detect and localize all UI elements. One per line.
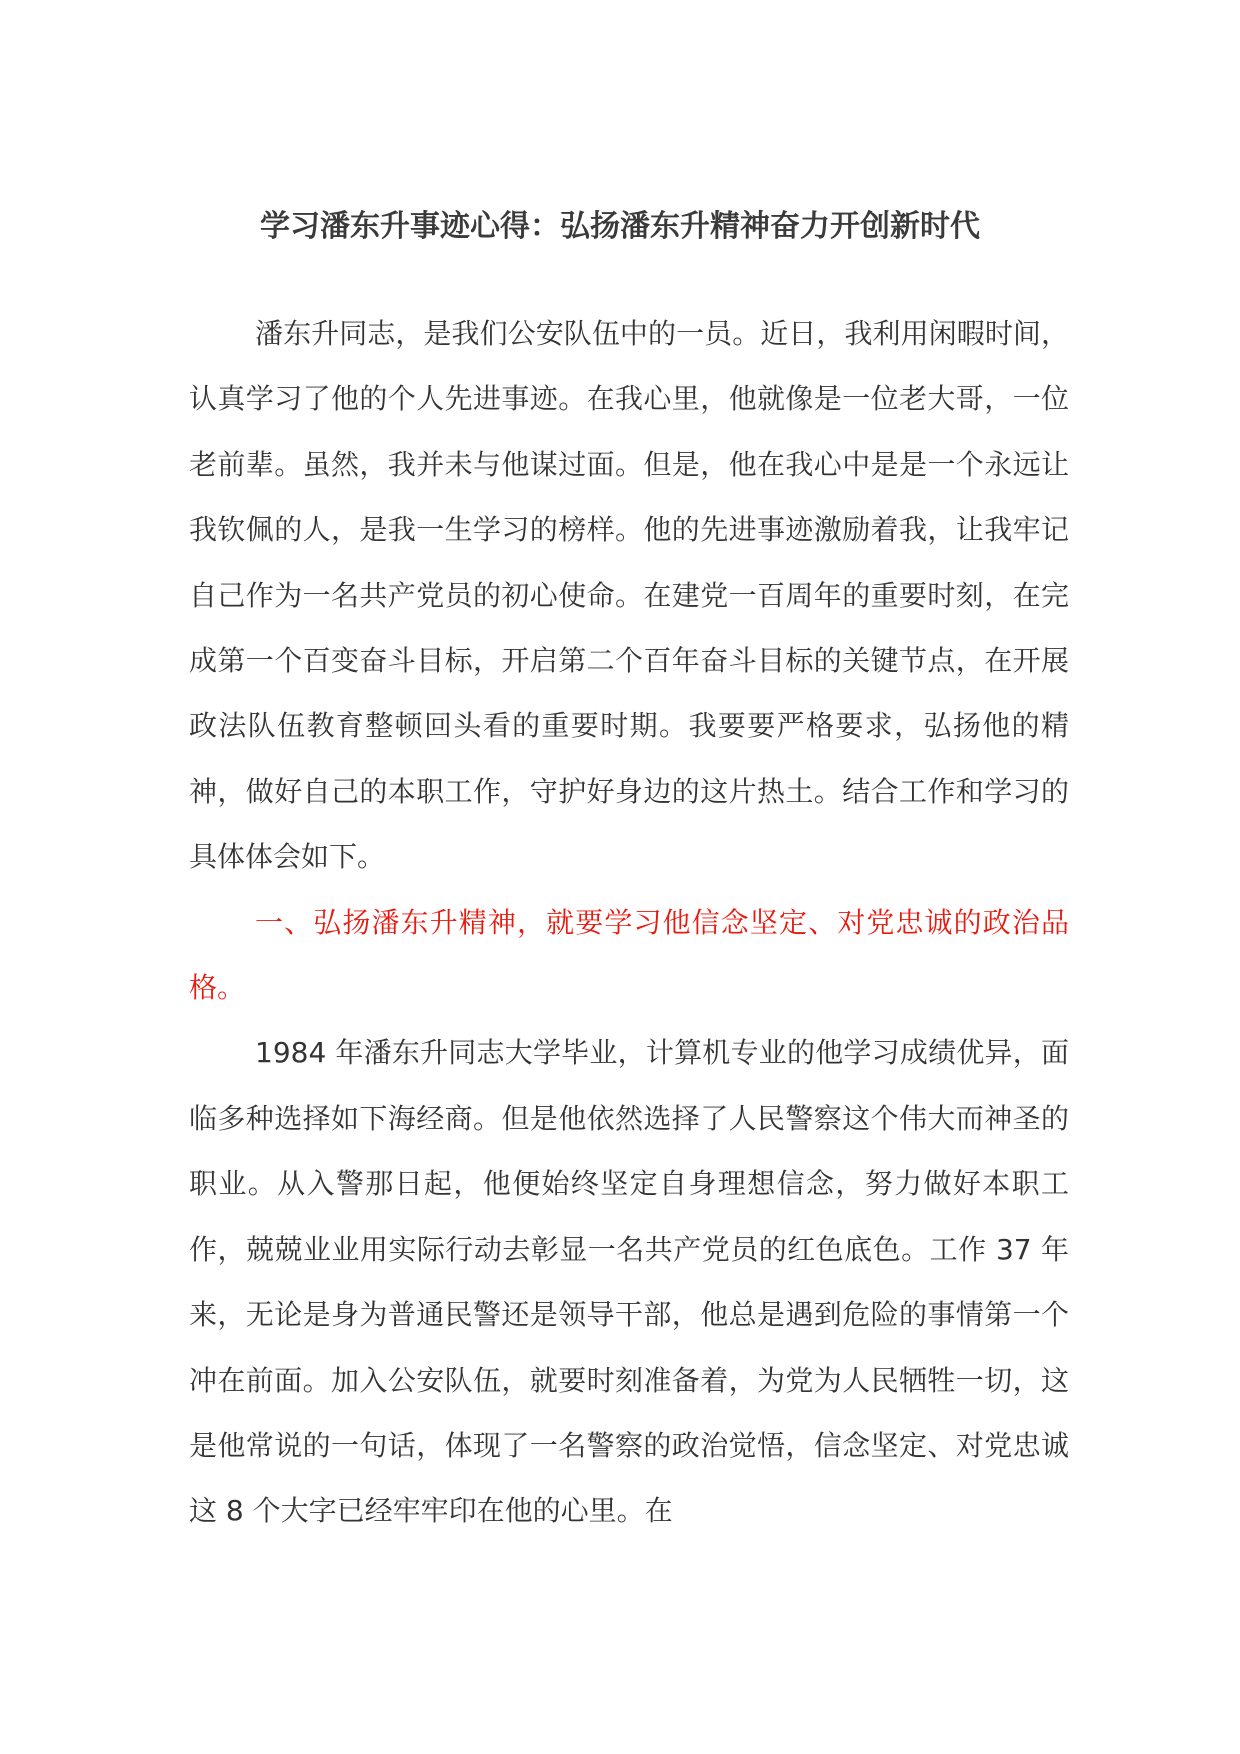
document-title: 学习潘东升事迹心得：弘扬潘东升精神奋力开创新时代 xyxy=(260,209,980,244)
paragraph-intro: 潘东升同志，是我们公安队伍中的一员。近日，我利用闲暇时间，认真学习了他的个人先进事迹。在我心里，他就像是一位老大哥，一位老前辈。虽然，我并未与他谋过面。但是，他在我心中是是一个永远让我钦佩的人，是我一生学习的榜样。他的先进事迹激励着我，让我牢记自己作为一名共产党员的初心使命。在建党一百周年的重要时刻，在完成第一个百变奋斗目标，开启第二个百年奋斗目标的关键节点，在开展政法队伍教育整顿回头看的重要时期。我要要严格要求，弘扬他的精神，做好自己的本职工作，守护好身边的这片热土。结合工作和学习的具体体会如下。 xyxy=(189,317,1069,874)
document-body xyxy=(189,301,1069,1544)
section-heading-1: 一、弘扬潘东升精神，就要学习他信念坚定、对党忠诚的政治品格。 xyxy=(189,905,1069,1005)
paragraph-section-1: 1984 年潘东升同志大学毕业，计算机专业的他学习成绩优异，面临多种选择如下海经商。但是他依然选择了人民警察这个伟大而神圣的职业。从入警那日起，他便始终坚定自身理想信念，努力做好本职工作，兢兢业业用实际行动去彰显一名共产党员的红色底色。工作 37 年来，无论是身为普通民警还是领导干部，他总是遇到危险的事情第一个冲在前面。加入公安队伍，就要时刻准备着，为党为人民牺牲一切，这是他常说的一句话，体现了一名警察的政治觉悟，信念坚定、对党忠诚这 8 个大字已经牢牢印在他的心里。在 xyxy=(189,1036,1069,1528)
